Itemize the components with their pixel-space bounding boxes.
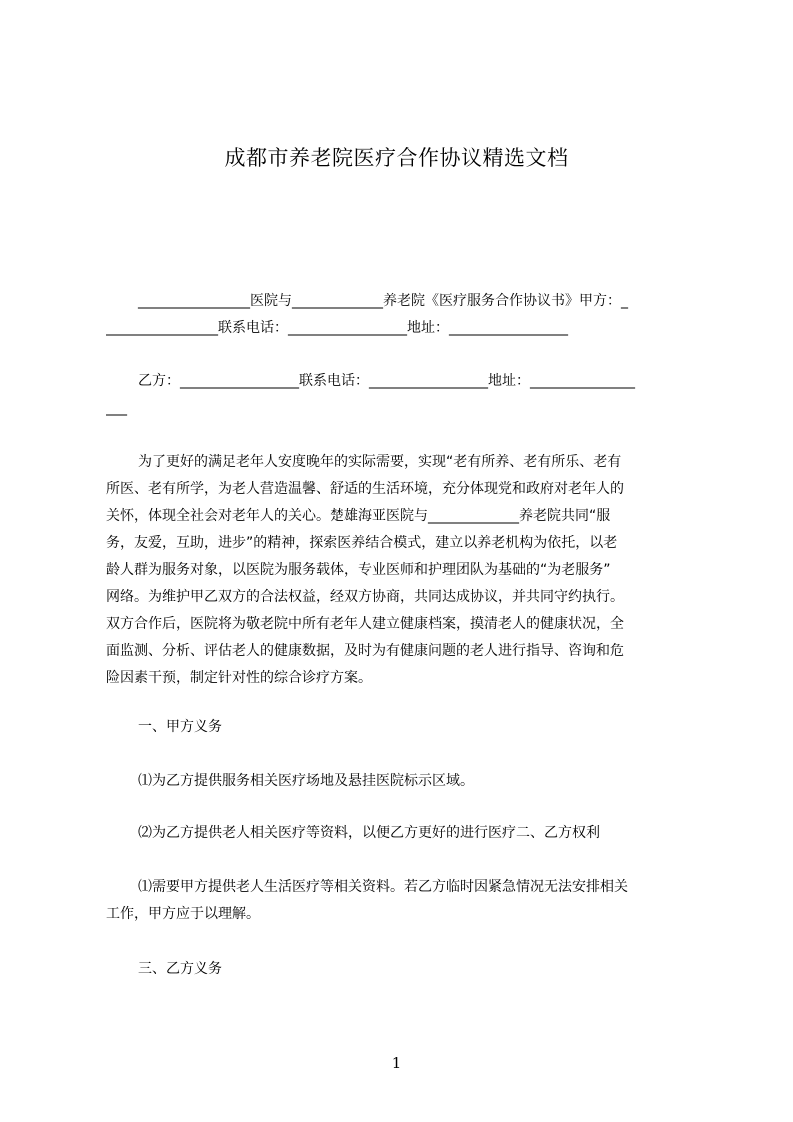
party-a-line-1: ________________医院与_____________养老院《医疗服务合作协议书》甲方：_ — [138, 293, 628, 309]
section-2-item-1 — [106, 874, 702, 928]
page-number: 1 — [391, 1054, 402, 1072]
section-1-heading: 一、甲方义务 — [138, 719, 222, 735]
party-a-line-2: ________________联系电话：_________________地址：_________________ — [106, 320, 568, 336]
document-title: 成都市养老院医疗合作协议精选文档 — [224, 146, 569, 170]
section-1-item-1: ⑴为乙方提供服务相关医疗场地及悬挂医院标示区域。 — [138, 773, 474, 789]
preamble-line: 双方合作后，医院将为敬老院中所有老年人建立健康档案，摸清老人的健康状况，全 — [106, 616, 624, 632]
section-3-heading: 三、乙方义务 — [138, 961, 222, 977]
party-b-line-2: ___ — [106, 400, 127, 416]
preamble-line: 为了更好的满足老年人安度晚年的实际需要，实现“老有所养、老有所乐、老有 — [138, 454, 622, 470]
preamble-line: 面监测、分析、评估老人的健康数据，及时为有健康问题的老人进行指导、咨询和危 — [106, 643, 624, 659]
preamble-line: 关怀，体现全社会对老年人的关心。楚雄海亚医院与_____________养老院共同“服 — [106, 508, 611, 524]
party-b-line-1: 乙方：_________________联系电话：_________________地址：_______________ — [138, 373, 635, 389]
preamble-line: 所医、老有所学，为老人营造温馨、舒适的生活环境，充分体现党和政府对老年人的 — [106, 481, 624, 497]
section-2-item-1-line-1: ⑴需要甲方提供老人生活医疗等相关资料。若乙方临时因紧急情况无法安排相关 — [138, 879, 628, 895]
preamble-line: 龄人群为服务对象，以医院为服务载体，专业医师和护理团队为基础的“为老服务” — [106, 562, 611, 578]
preamble-paragraph — [106, 449, 702, 692]
preamble-line: 务，友爱，互助，进步”的精神，探索医养结合模式，建立以养老机构为依托，以老 — [106, 535, 618, 551]
section-1-item-2: ⑵为乙方提供老人相关医疗等资料，以便乙方更好的进行医疗二、乙方权利 — [138, 825, 600, 841]
party-a-info — [106, 288, 702, 342]
preamble-line: 险因素干预，制定针对性的综合诊疗方案。 — [106, 670, 372, 686]
section-2-item-1-line-2: 工作，甲方应于以理解。 — [106, 906, 260, 922]
preamble-line: 网络。为维护甲乙双方的合法权益，经双方协商，共同达成协议，并共同守约执行。 — [106, 589, 624, 605]
party-b-info — [106, 368, 702, 422]
